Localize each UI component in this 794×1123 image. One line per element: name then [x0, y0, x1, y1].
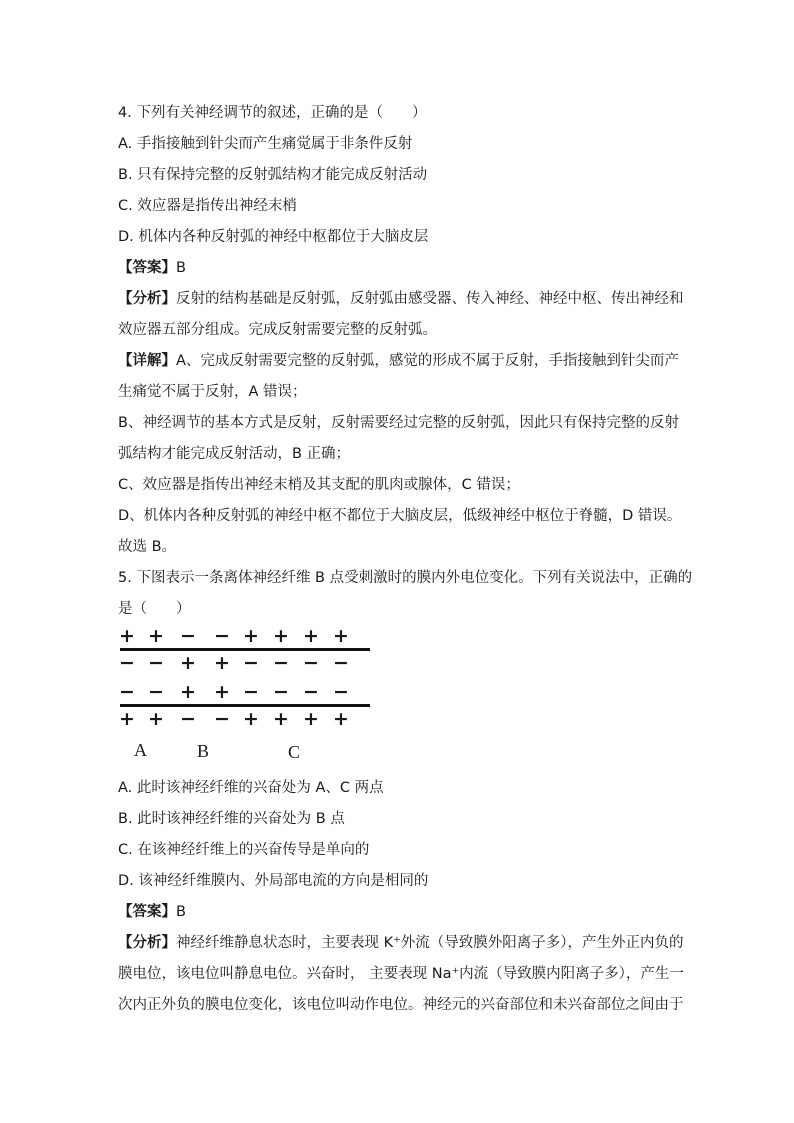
positive-charge-sign: + [148, 708, 164, 730]
negative-charge-sign: − [214, 708, 230, 730]
point-label-a: A [134, 740, 147, 760]
answer-tag: 【答案】 [118, 260, 176, 276]
q5-analysis-line-3: 次内正外负的膜电位变化，该电位叫动作电位。神经元的兴奋部位和未兴奋部位之间由于 [118, 997, 684, 1013]
positive-charge-sign: + [273, 625, 289, 647]
q5-option-d: D. 该神经纤维膜内、外局部电流的方向是相同的 [118, 873, 429, 889]
point-label-b: B [197, 741, 210, 761]
membrane-line-lower [120, 704, 370, 707]
q4-detail-line-6: D、机体内各种反射弧的神经中枢不都位于大脑皮层，低级神经中枢位于脊髓，D 错误。 [118, 508, 682, 524]
positive-charge-sign: + [214, 652, 230, 674]
negative-charge-sign: − [119, 681, 135, 703]
q4-analysis-line-2: 效应器五部分组成。完成反射需要完整的反射弧。 [118, 322, 437, 338]
detail-tag: 【详解】 [118, 353, 176, 369]
negative-charge-sign: − [333, 681, 349, 703]
negative-charge-sign: − [333, 652, 349, 674]
negative-charge-sign: − [119, 652, 135, 674]
q5-option-c: C. 在该神经纤维上的兴奋传导是单向的 [118, 842, 370, 858]
positive-charge-sign: + [214, 681, 230, 703]
positive-charge-sign: + [180, 681, 196, 703]
positive-charge-sign: + [243, 708, 259, 730]
negative-charge-sign: − [243, 681, 259, 703]
q4-detail-line-4: 弧结构才能完成反射活动，B 正确； [118, 446, 351, 462]
positive-charge-sign: + [333, 708, 349, 730]
q4-detail-line-7: 故选 B。 [118, 539, 177, 555]
positive-charge-sign: + [303, 625, 319, 647]
q4-detail-line-3: B、神经调节的基本方式是反射，反射需要经过完整的反射弧，因此只有保持完整的反射 [118, 415, 679, 431]
detail-text: A、完成反射需要完整的反射弧，感觉的形成不属于反射，手指接触到针尖而产 [176, 353, 679, 369]
q4-stem: 4. 下列有关神经调节的叙述，正确的是（ ） [118, 105, 427, 121]
negative-charge-sign: − [180, 708, 196, 730]
analysis-tag: 【分析】 [118, 291, 176, 307]
analysis-text: 神经纤维静息状态时，主要表现 K⁺外流（导致膜外阳离子多），产生外正内负的 [176, 935, 684, 951]
q4-detail-line-2: 生痛觉不属于反射，A 错误； [118, 384, 307, 400]
membrane-line-upper [120, 648, 370, 651]
q5-analysis-line-1 [118, 933, 684, 953]
positive-charge-sign: + [119, 708, 135, 730]
q5-stem-line-2: 是（ ） [118, 601, 191, 617]
q5-option-b: B. 此时该神经纤维的兴奋处为 B 点 [118, 811, 345, 827]
answer-value: B [176, 260, 186, 276]
q5-option-a: A. 此时该神经纤维的兴奋处为 A、C 两点 [118, 780, 384, 796]
q4-option-a: A. 手指接触到针尖而产生痛觉属于非条件反射 [118, 136, 413, 152]
positive-charge-sign: + [243, 625, 259, 647]
positive-charge-sign: + [119, 625, 135, 647]
analysis-tag: 【分析】 [118, 935, 176, 951]
q4-option-c: C. 效应器是指传出神经末梢 [118, 198, 297, 214]
q5-answer [118, 902, 186, 922]
positive-charge-sign: + [303, 708, 319, 730]
q5-stem-line-1: 5. 下图表示一条离体神经纤维 B 点受刺激时的膜内外电位变化。下列有关说法中，正确的 [118, 570, 693, 586]
negative-charge-sign: − [243, 652, 259, 674]
q4-detail-line-1 [118, 351, 679, 371]
nerve-fiber-potential-diagram [110, 620, 380, 770]
q4-analysis-line-1 [118, 289, 684, 309]
q4-option-d: D. 机体内各种反射弧的神经中枢都位于大脑皮层 [118, 229, 429, 245]
q4-answer [118, 258, 186, 278]
negative-charge-sign: − [214, 625, 230, 647]
q5-analysis-line-2: 膜电位，该电位叫静息电位。兴奋时， 主要表现 Na⁺内流（导致膜内阳离子多），产生一 [118, 966, 684, 982]
positive-charge-sign: + [333, 625, 349, 647]
negative-charge-sign: − [273, 652, 289, 674]
negative-charge-sign: − [148, 652, 164, 674]
answer-tag: 【答案】 [118, 904, 176, 920]
negative-charge-sign: − [180, 625, 196, 647]
point-label-c: C [288, 742, 301, 762]
q4-detail-line-5: C、效应器是指传出神经末梢及其支配的肌肉或腺体，C 错误； [118, 477, 520, 493]
q4-option-b: B. 只有保持完整的反射弧结构才能完成反射活动 [118, 167, 428, 183]
positive-charge-sign: + [148, 625, 164, 647]
negative-charge-sign: − [148, 681, 164, 703]
positive-charge-sign: + [273, 708, 289, 730]
analysis-text: 反射的结构基础是反射弧，反射弧由感受器、传入神经、神经中枢、传出神经和 [176, 291, 684, 307]
negative-charge-sign: − [303, 652, 319, 674]
positive-charge-sign: + [180, 652, 196, 674]
answer-value: B [176, 904, 186, 920]
negative-charge-sign: − [273, 681, 289, 703]
negative-charge-sign: − [303, 681, 319, 703]
